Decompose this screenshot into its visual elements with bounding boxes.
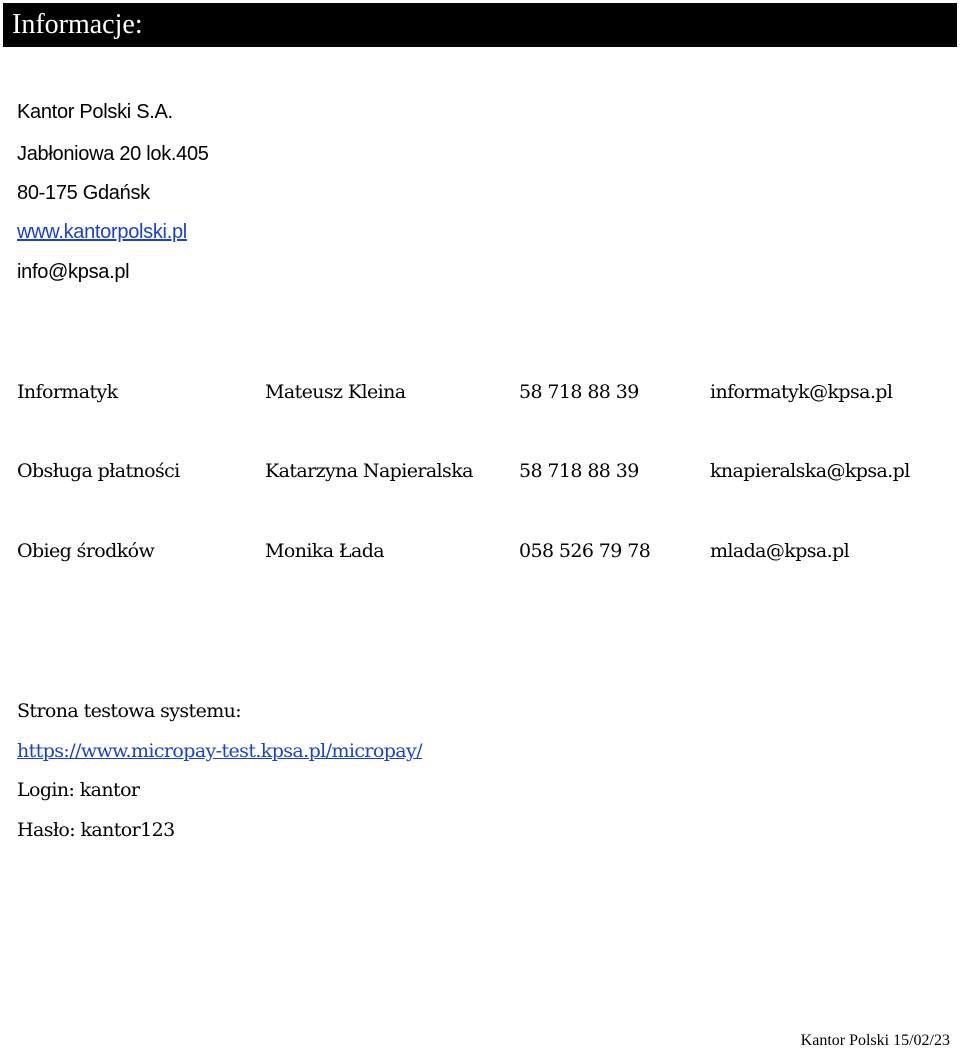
contact-email: informatyk@kpsa.pl (710, 381, 893, 403)
page-footer: Kantor Polski 15/02/23 (800, 1032, 950, 1049)
contact-phone: 058 526 79 78 (519, 540, 651, 562)
contact-role: Obieg środków (17, 540, 155, 562)
test-system-password: Hasło: kantor123 (17, 819, 175, 841)
company-website-link[interactable]: www.kantorpolski.pl (17, 221, 187, 243)
test-system-heading: Strona testowa systemu: (17, 700, 242, 722)
contact-email: knapieralska@kpsa.pl (710, 460, 910, 482)
page-title: Informacje: (12, 9, 143, 40)
company-city: 80-175 Gdańsk (17, 182, 150, 204)
contact-role: Informatyk (17, 381, 118, 403)
contact-role: Obsługa płatności (17, 460, 180, 482)
contact-phone: 58 718 88 39 (519, 460, 639, 482)
company-street: Jabłoniowa 20 lok.405 (17, 143, 209, 165)
test-system-login: Login: kantor (17, 779, 140, 801)
test-system-url-link[interactable]: https://www.micropay-test.kpsa.pl/micropay/ (17, 740, 422, 762)
company-name: Kantor Polski S.A. (17, 101, 173, 123)
contact-email: mlada@kpsa.pl (710, 540, 850, 562)
contact-phone: 58 718 88 39 (519, 381, 639, 403)
contact-name: Mateusz Kleina (265, 381, 406, 403)
company-email: info@kpsa.pl (17, 261, 130, 283)
contact-name: Monika Łada (265, 540, 385, 562)
header-bar (3, 3, 957, 47)
contact-name: Katarzyna Napieralska (265, 460, 473, 482)
